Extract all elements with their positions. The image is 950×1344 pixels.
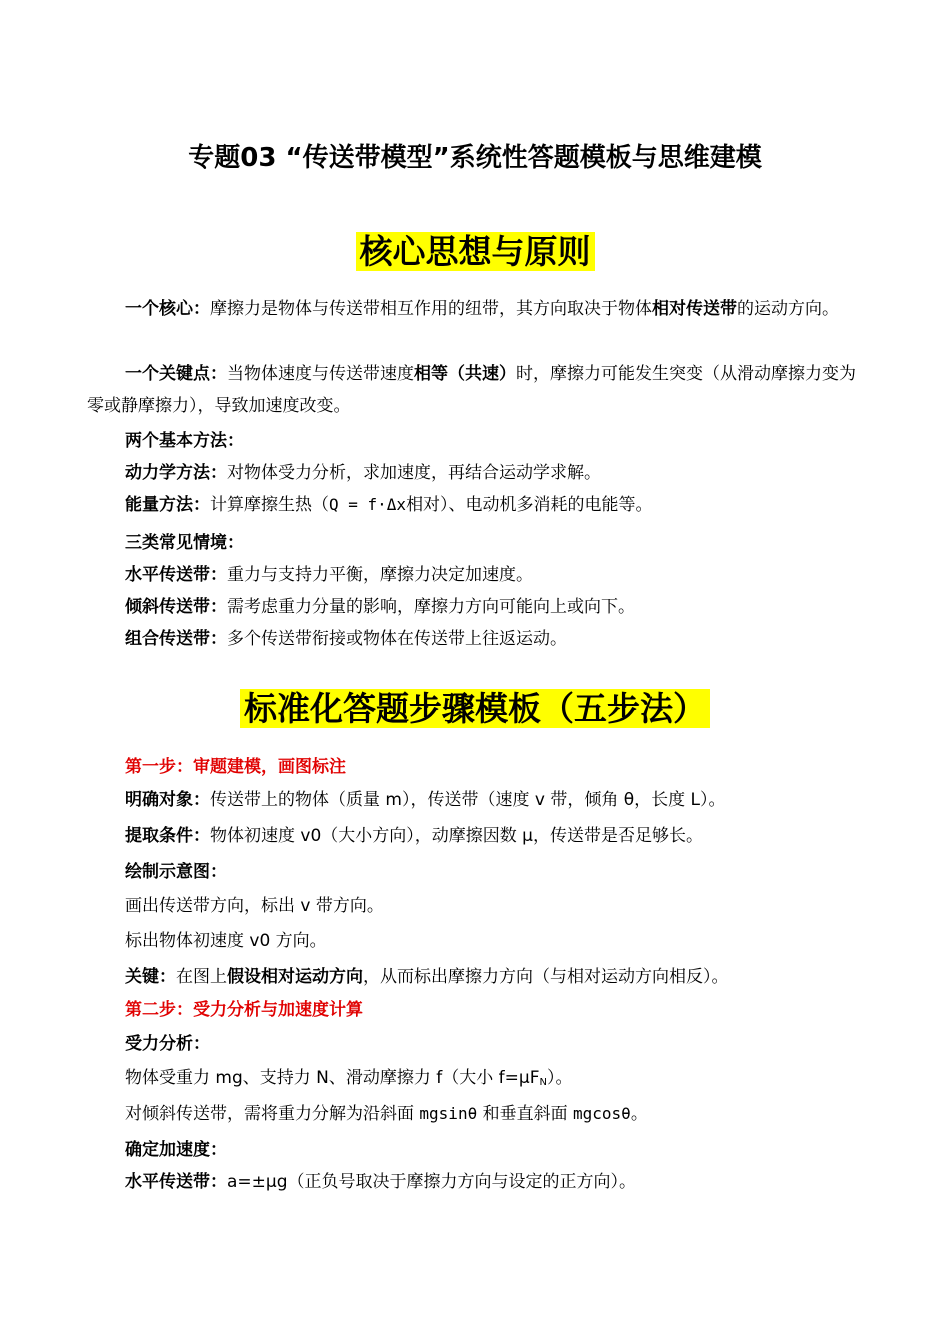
key-bold: 相等（共速） [414, 364, 516, 384]
obj-text: 传送带上的物体（质量 m），传送带（速度 v 带，倾角 θ，长度 L）。 [210, 790, 726, 810]
force-label: 受力分析： [125, 1034, 210, 1054]
page-title: 专题03 “传送带模型”系统性答题模板与思维建模 [188, 143, 762, 173]
paragraph-acc-horizontal [125, 1166, 905, 1198]
key2-text-b: ，从而标出摩擦力方向（与相对运动方向相反）。 [363, 967, 729, 987]
key-label: 一个关键点： [125, 364, 227, 384]
paragraph-conditions [125, 820, 905, 852]
step2-title: 第二步：受力分析与加速度计算 [125, 1000, 363, 1020]
acc-hor-label: 水平传送带： [125, 1172, 227, 1192]
dyn-text: 对物体受力分析，求加速度，再结合运动学求解。 [227, 463, 601, 483]
energy-label: 能量方法： [125, 495, 210, 515]
paragraph-dynamics [125, 457, 905, 489]
force-1sub: N [539, 1077, 547, 1088]
force-item-2 [125, 1098, 905, 1130]
inc-text: 需考虑重力分量的影响，摩擦力方向可能向上或向下。 [227, 597, 635, 617]
section-heading-core-text: 核心思想与原则 [356, 232, 595, 271]
obj-label: 明确对象： [125, 790, 210, 810]
methods-label: 两个基本方法： [125, 431, 244, 451]
energy-formula: Q = f·Δx [329, 495, 407, 514]
key2-label: 关键： [125, 967, 176, 987]
section-heading-steps-text: 标准化答题步骤模板（五步法） [240, 689, 710, 728]
core-text-a: 摩擦力是物体与传送带相互作用的纽带，其方向取决于物体 [210, 299, 652, 319]
section-heading-steps [0, 685, 950, 733]
paragraph-object [125, 784, 905, 816]
force-1a: 物体受重力 mg、支持力 N、滑动摩擦力 f（大小 f=μF [125, 1068, 540, 1088]
acc-hor-text: a=±μg（正负号取决于摩擦力方向与设定的正方向）。 [227, 1172, 637, 1192]
force-1b: ）。 [546, 1068, 573, 1088]
key-text-a: 当物体速度与传送带速度 [227, 364, 414, 384]
paragraph-inclined [125, 591, 905, 623]
core-bold: 相对传送带 [652, 299, 737, 319]
draw-item-2: 标出物体初速度 v0 方向。 [125, 931, 327, 951]
key2-bold: 假设相对运动方向 [227, 967, 363, 987]
paragraph-energy [125, 489, 905, 521]
energy-text-b: 相对）、电动机多消耗的电能等。 [406, 495, 653, 515]
comb-text: 多个传送带衔接或物体在传送带上往返运动。 [227, 629, 567, 649]
force-item-1 [125, 1062, 905, 1099]
section-heading-core [0, 228, 950, 276]
hor-text: 重力与支持力平衡，摩擦力决定加速度。 [227, 565, 533, 585]
paragraph-combined [125, 623, 905, 655]
cond-text: 物体初速度 v0（大小方向），动摩擦因数 μ，传送带是否足够长。 [210, 826, 703, 846]
force-2b: 和垂直斜面 [477, 1104, 574, 1124]
dyn-label: 动力学方法： [125, 463, 227, 483]
step1-title: 第一步：审题建模，画图标注 [125, 757, 346, 777]
key2-text-a: 在图上 [176, 967, 227, 987]
force-2a: 对倾斜传送带，需将重力分解为沿斜面 [125, 1104, 420, 1124]
inc-label: 倾斜传送带： [125, 597, 227, 617]
cond-label: 提取条件： [125, 826, 210, 846]
paragraph-horizontal [125, 559, 905, 591]
core-text-b: 的运动方向。 [737, 299, 839, 319]
comb-label: 组合传送带： [125, 629, 227, 649]
paragraph-core [87, 293, 867, 325]
cases-label: 三类常见情境： [125, 533, 244, 553]
force-2c: 。 [630, 1104, 648, 1124]
core-label: 一个核心： [125, 299, 210, 319]
key-text-b: 时，摩擦力可能发生突变（从滑动摩擦力变为零或静摩擦力），导致加速度改变。 [87, 364, 856, 416]
paragraph-key [125, 961, 905, 993]
force-2m1: mgsinθ [419, 1104, 478, 1123]
acc-label: 确定加速度： [125, 1140, 227, 1160]
draw-label: 绘制示意图： [125, 862, 227, 882]
force-2m2: mgcosθ [573, 1104, 631, 1123]
hor-label: 水平传送带： [125, 565, 227, 585]
paragraph-key-point [87, 358, 867, 422]
draw-item-1: 画出传送带方向，标出 v 带方向。 [125, 896, 384, 916]
energy-text-a: 计算摩擦生热（ [210, 495, 329, 515]
